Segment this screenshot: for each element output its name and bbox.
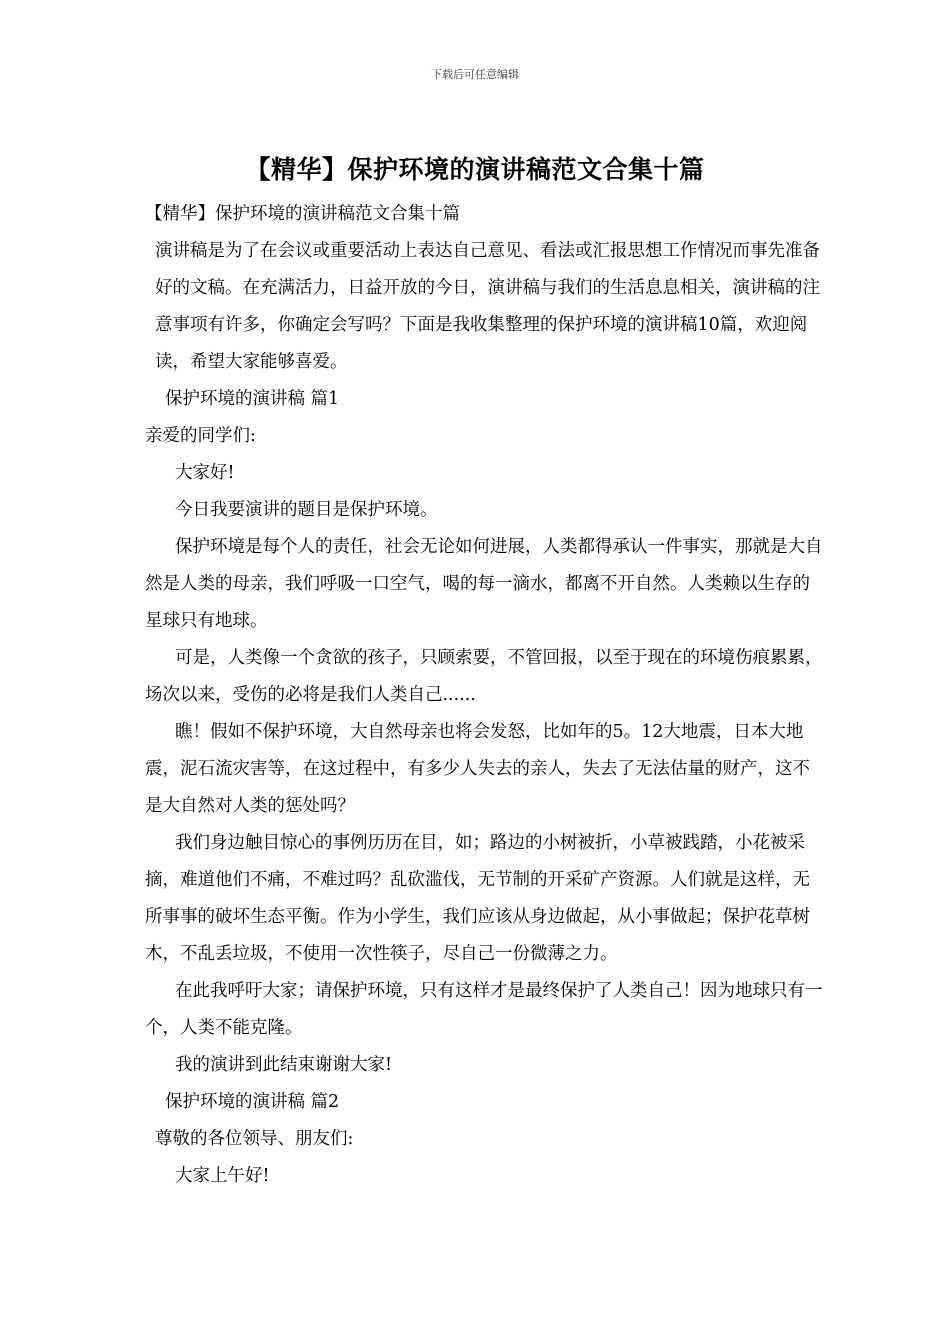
section-heading-1: 保护环境的演讲稿 篇1 bbox=[165, 389, 340, 409]
greeting-2: 大家上午好! bbox=[175, 1166, 270, 1186]
paragraph: 今日我要演讲的题目是保护环境。 bbox=[175, 500, 438, 520]
paragraph: 我的演讲到此结束谢谢大家! bbox=[175, 1055, 393, 1075]
document-body bbox=[145, 196, 825, 1195]
paragraph: 可是，人类像一个贪欲的孩子，只顾索要，不管回报，以至于现在的环境伤痕累累，场次以来，受伤的必将是我们人类自己...... bbox=[145, 648, 823, 705]
salutation-1: 亲爱的同学们: bbox=[145, 426, 256, 446]
salutation-2: 尊敬的各位领导、朋友们: bbox=[155, 1129, 354, 1149]
intro-paragraph: 演讲稿是为了在会议或重要活动上表达自己意见、看法或汇报思想工作情况而事先准备好的文稿。在充满活力，日益开放的今日，演讲稿与我们的生活息息相关，演讲稿的注意事项有许多，你确定会写吗？下面是我收集整理的保护环境的演讲稿10篇，欢迎阅读，希望大家能够喜爱。 bbox=[155, 241, 820, 372]
paragraph: 在此我呼吁大家；请保护环境，只有这样才是最终保护了人类自己！因为地球只有一个，人类不能克隆。 bbox=[145, 981, 823, 1038]
page-header-note: 下载后可任意编辑 bbox=[431, 68, 519, 81]
paragraph: 保护环境是每个人的责任，社会无论如何进展，人类都得承认一件事实，那就是大自然是人类的母亲，我们呼吸一口空气，喝的每一滴水，都离不开自然。人类赖以生存的星球只有地球。 bbox=[145, 537, 823, 631]
paragraph: 瞧！假如不保护环境，大自然母亲也将会发怒，比如年的5。12大地震，日本大地震，泥石流灾害等，在这过程中，有多少人失去的亲人，失去了无法估量的财产，这不是大自然对人类的惩处吗？ bbox=[145, 722, 810, 816]
document-subtitle: 【精华】保护环境的演讲稿范文合集十篇 bbox=[145, 204, 460, 224]
greeting-1: 大家好! bbox=[175, 463, 235, 483]
paragraph: 我们身边触目惊心的事例历历在目，如；路边的小树被折，小草被践踏，小花被采摘，难道他们不痛，不难过吗？乱砍滥伐，无节制的开采矿产资源。人们就是这样，无所事事的破坏生态平衡。作为小学生，我们应该从身边做起，从小事做起；保护花草树木，不乱丢垃圾，不使用一次性筷子，尽自己一份微薄之力。 bbox=[145, 833, 810, 964]
document-title: 【精华】保护环境的演讲稿范文合集十篇 bbox=[245, 155, 705, 184]
section-heading-2: 保护环境的演讲稿 篇2 bbox=[165, 1092, 340, 1112]
